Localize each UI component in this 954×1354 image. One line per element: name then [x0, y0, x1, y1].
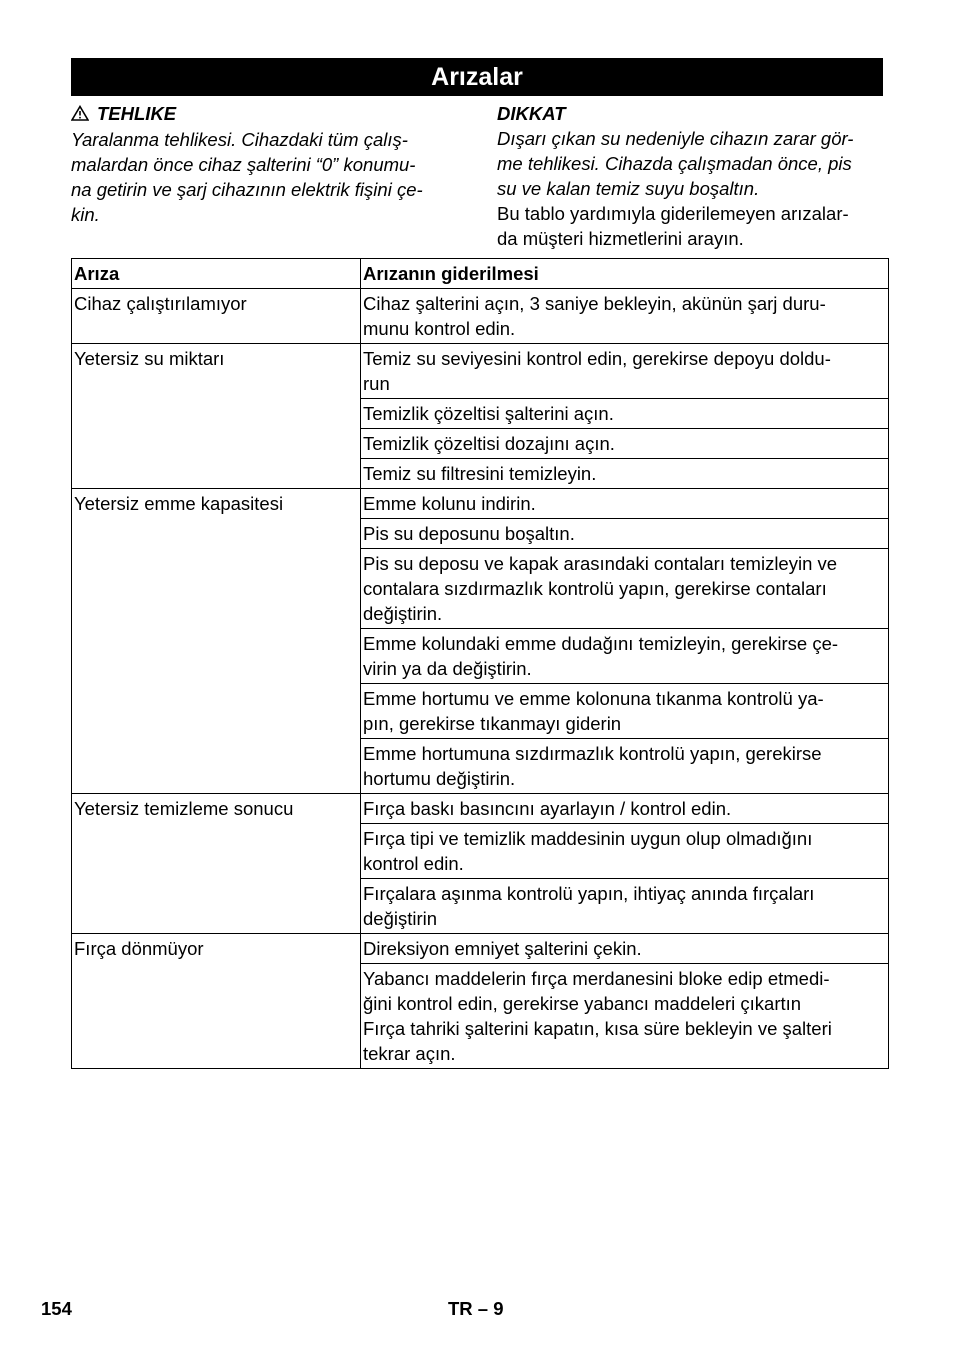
remedy-line: hortumu değiştirin. [363, 768, 516, 789]
table-row [72, 344, 889, 399]
remedy-cell [361, 879, 889, 934]
remedy-line: ğini kontrol edin, gerekirse yabancı maddeleri çıkartın [363, 993, 802, 1014]
danger-heading-row [71, 101, 461, 127]
fault-cell: Yetersiz temizleme sonucu [72, 794, 361, 934]
remedy-cell [361, 629, 889, 684]
language-page-marker: TR – 9 [448, 1298, 504, 1319]
remedy-cell [361, 489, 889, 519]
remedy-cell [361, 344, 889, 399]
caution-heading: DIKKAT [497, 103, 566, 124]
remedy-line: değiştirin [363, 908, 438, 929]
remedy-line: Temizlik çözeltisi dozajını açın. [363, 433, 615, 454]
danger-text-line: na getirin ve şarj cihazının elektrik fişini çe- [71, 179, 423, 200]
table-header-row [72, 259, 889, 289]
remedy-cell [361, 519, 889, 549]
remedy-line: Temiz su filtresini temizleyin. [363, 463, 597, 484]
remedy-cell [361, 739, 889, 794]
danger-heading: TEHLIKE [97, 103, 177, 124]
header-remedy: Arızanın giderilmesi [361, 259, 889, 289]
remedy-cell [361, 399, 889, 429]
header-fault: Arıza [72, 259, 361, 289]
remedy-line: virin ya da değiştirin. [363, 658, 532, 679]
danger-text [71, 127, 461, 227]
table-row [72, 489, 889, 519]
remedy-line: Fırçalara aşınma kontrolü yapın, ihtiyaç anında fırçaları [363, 883, 815, 904]
caution-text [497, 126, 892, 201]
fault-cell: Yetersiz su miktarı [72, 344, 361, 489]
caution-text-line: Dışarı çıkan su nedeniyle cihazın zarar gör- [497, 128, 854, 149]
remedy-line: munu kontrol edin. [363, 318, 516, 339]
danger-text-line: Yaralanma tehlikesi. Cihazdaki tüm çalış- [71, 129, 408, 150]
remedy-cell [361, 289, 889, 344]
remedy-line: Fırça tahriki şalterini kapatın, kısa süre bekleyin ve şalteri [363, 1018, 832, 1039]
table-row [72, 289, 889, 344]
remedy-cell [361, 824, 889, 879]
remedy-cell [361, 549, 889, 629]
remedy-line: Emme hortumuna sızdırmazlık kontrolü yapın, gerekirse [363, 743, 822, 764]
service-note-line: Bu tablo yardımıyla giderilemeyen arızalar- [497, 203, 849, 224]
danger-notice [71, 101, 461, 227]
remedy-line: Temizlik çözeltisi şalterini açın. [363, 403, 614, 424]
remedy-line: Pis su deposunu boşaltın. [363, 523, 575, 544]
remedy-line: Temiz su seviyesini kontrol edin, gerekirse depoyu doldu- [363, 348, 831, 369]
remedy-line: Pis su deposu ve kapak arasındaki contaları temizleyin ve [363, 553, 838, 574]
caution-notice [497, 101, 892, 251]
remedy-line: Direksiyon emniyet şalterini çekin. [363, 938, 642, 959]
warning-triangle-icon [71, 102, 89, 127]
remedy-line: değiştirin. [363, 603, 443, 624]
remedy-cell [361, 429, 889, 459]
remedy-cell [361, 459, 889, 489]
remedy-line: Emme hortumu ve emme kolonuna tıkanma kontrolü ya- [363, 688, 824, 709]
remedy-line: Yabancı maddelerin fırça merdanesini bloke edip etmedi- [363, 968, 830, 989]
danger-text-line: malardan önce cihaz şalterini “0” konumu- [71, 154, 416, 175]
remedy-cell [361, 684, 889, 739]
remedy-line: tekrar açın. [363, 1043, 456, 1064]
service-note-line: da müşteri hizmetlerini arayın. [497, 228, 744, 249]
service-note [497, 201, 892, 251]
fault-cell: Cihaz çalıştırılamıyor [72, 289, 361, 344]
danger-text-line: kin. [71, 204, 100, 225]
remedy-line: run [363, 373, 390, 394]
table-row [72, 934, 889, 964]
caution-text-line: su ve kalan temiz suyu boşaltın. [497, 178, 760, 199]
remedy-line: Emme kolundaki emme dudağını temizleyin, gerekirse çe- [363, 633, 839, 654]
remedy-line: Fırça tipi ve temizlik maddesinin uygun olup olmadığını [363, 828, 813, 849]
remedy-line: kontrol edin. [363, 853, 464, 874]
remedy-line: Cihaz şalterini açın, 3 saniye bekleyin, akünün şarj duru- [363, 293, 826, 314]
remedy-line: contalara sızdırmazlık kontrolü yapın, gerekirse contaları [363, 578, 827, 599]
page-number: 154 [41, 1298, 72, 1319]
fault-table [71, 258, 889, 1069]
remedy-cell [361, 794, 889, 824]
fault-cell: Yetersiz emme kapasitesi [72, 489, 361, 794]
remedy-line: Fırça baskı basıncını ayarlayın / kontrol edin. [363, 798, 732, 819]
remedy-line: pın, gerekirse tıkanmayı giderin [363, 713, 622, 734]
table-row [72, 794, 889, 824]
page-title: Arızalar [71, 58, 883, 96]
fault-cell: Fırça dönmüyor [72, 934, 361, 1069]
caution-text-line: me tehlikesi. Cihazda çalışmadan önce, pis [497, 153, 852, 174]
remedy-cell [361, 934, 889, 964]
remedy-cell [361, 964, 889, 1069]
remedy-line: Emme kolunu indirin. [363, 493, 536, 514]
